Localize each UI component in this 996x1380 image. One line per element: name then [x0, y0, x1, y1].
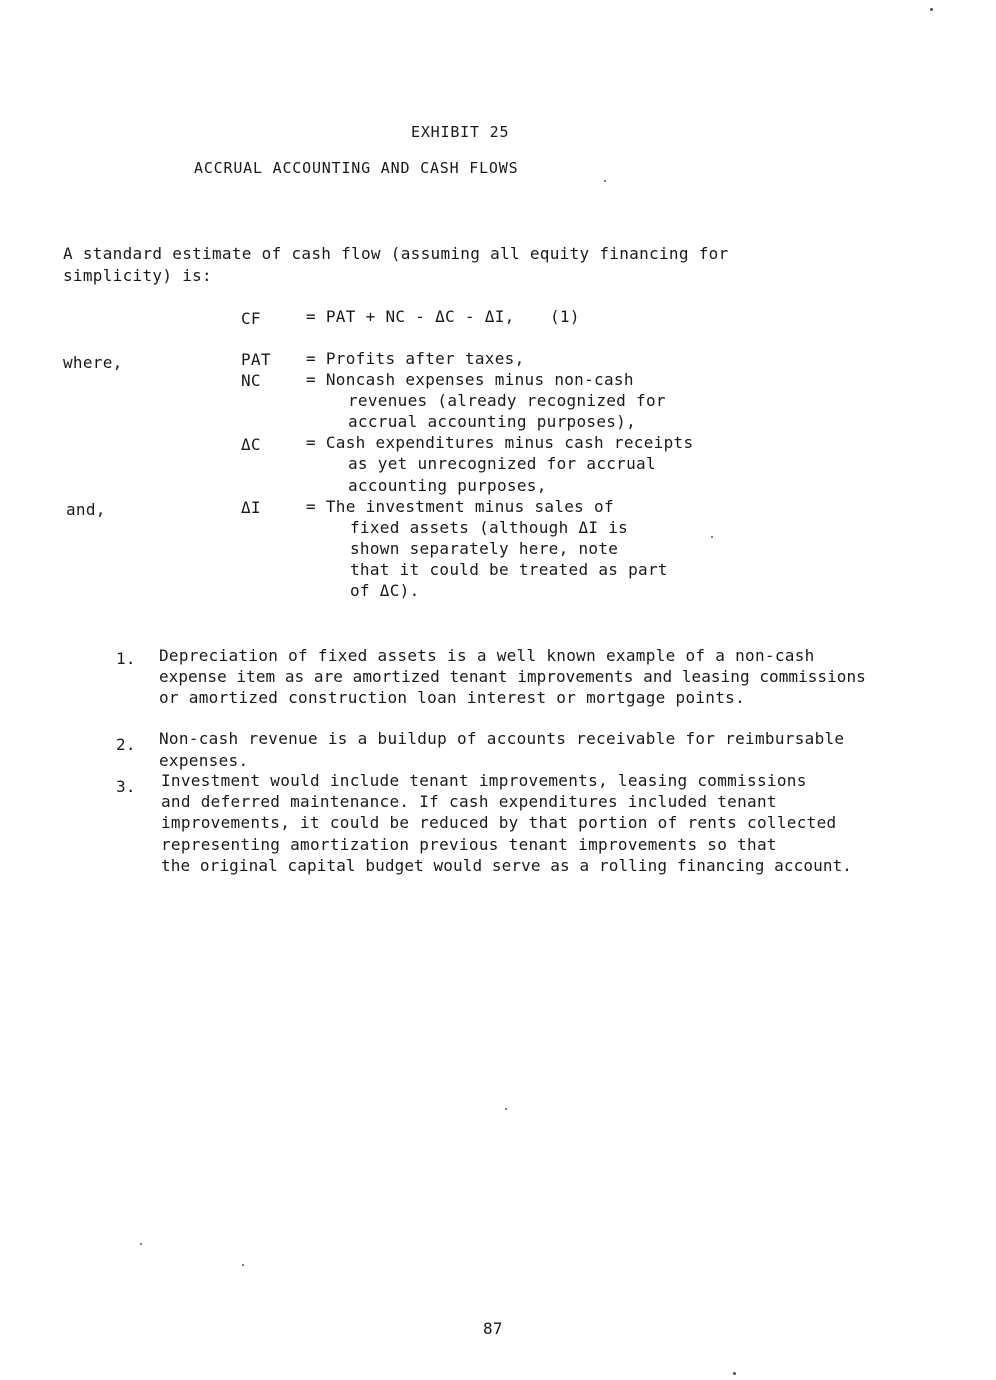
def-di-line: fixed assets (although ΔI is — [350, 518, 629, 537]
term-pat: PAT — [241, 350, 271, 369]
scan-speck — [505, 1108, 507, 1110]
def-nc-line: = Noncash expenses minus non-cash — [306, 370, 634, 389]
where-label: where, — [63, 353, 123, 372]
def-di-line: = The investment minus sales of — [306, 497, 614, 516]
intro-line-2: simplicity) is: — [63, 266, 212, 285]
exhibit-label: EXHIBIT 25 — [411, 123, 510, 141]
note-line: representing amortization previous tenant improvements so that — [161, 835, 777, 854]
term-nc: NC — [241, 371, 261, 390]
note-line: expenses. — [159, 751, 249, 770]
formula-number: (1) — [550, 307, 580, 326]
def-nc-line: revenues (already recognized for — [348, 391, 666, 410]
def-di-line: shown separately here, note — [350, 539, 619, 558]
note-line: Non-cash revenue is a buildup of accounts receivable for reimbursable — [159, 729, 845, 748]
note-line: expense item as are amortized tenant improvements and leasing commissions — [159, 667, 866, 686]
formula-rhs: = PAT + NC - ΔC - ΔI, — [306, 307, 515, 326]
def-dc-line: = Cash expenditures minus cash receipts — [306, 433, 694, 452]
def-nc-line: accrual accounting purposes), — [348, 412, 637, 431]
term-delta-i: ΔI — [241, 498, 261, 517]
scan-speck — [711, 536, 713, 538]
def-dc-line: as yet unrecognized for accrual — [348, 454, 656, 473]
def-dc-line: accounting purposes, — [348, 476, 547, 495]
note-line: and deferred maintenance. If cash expenditures included tenant — [161, 792, 777, 811]
note-line: Depreciation of fixed assets is a well known example of a non-cash — [159, 646, 815, 665]
and-label: and, — [66, 500, 106, 519]
note-line: the original capital budget would serve as a rolling financing account. — [161, 856, 853, 875]
note-number: 2. — [116, 735, 136, 754]
page-number: 87 — [483, 1319, 503, 1338]
scan-speck — [930, 8, 933, 11]
scan-speck — [242, 1264, 244, 1266]
note-line: or amortized construction loan interest or mortgage points. — [159, 688, 746, 707]
scan-speck — [604, 180, 606, 182]
formula-lhs: CF — [241, 309, 261, 328]
exhibit-title: ACCRUAL ACCOUNTING AND CASH FLOWS — [194, 159, 519, 177]
note-line: Investment would include tenant improvements, leasing commissions — [161, 771, 807, 790]
intro-line-1: A standard estimate of cash flow (assuming all equity financing for — [63, 244, 729, 263]
scan-speck — [733, 1372, 736, 1375]
def-di-line: that it could be treated as part — [350, 560, 668, 579]
note-number: 1. — [116, 649, 136, 668]
def-di-line: of ΔC). — [350, 581, 420, 600]
def-pat-line: = Profits after taxes, — [306, 349, 525, 368]
note-number: 3. — [116, 777, 136, 796]
note-line: improvements, it could be reduced by that portion of rents collected — [161, 813, 837, 832]
term-delta-c: ΔC — [241, 435, 261, 454]
scan-speck — [140, 1243, 142, 1245]
